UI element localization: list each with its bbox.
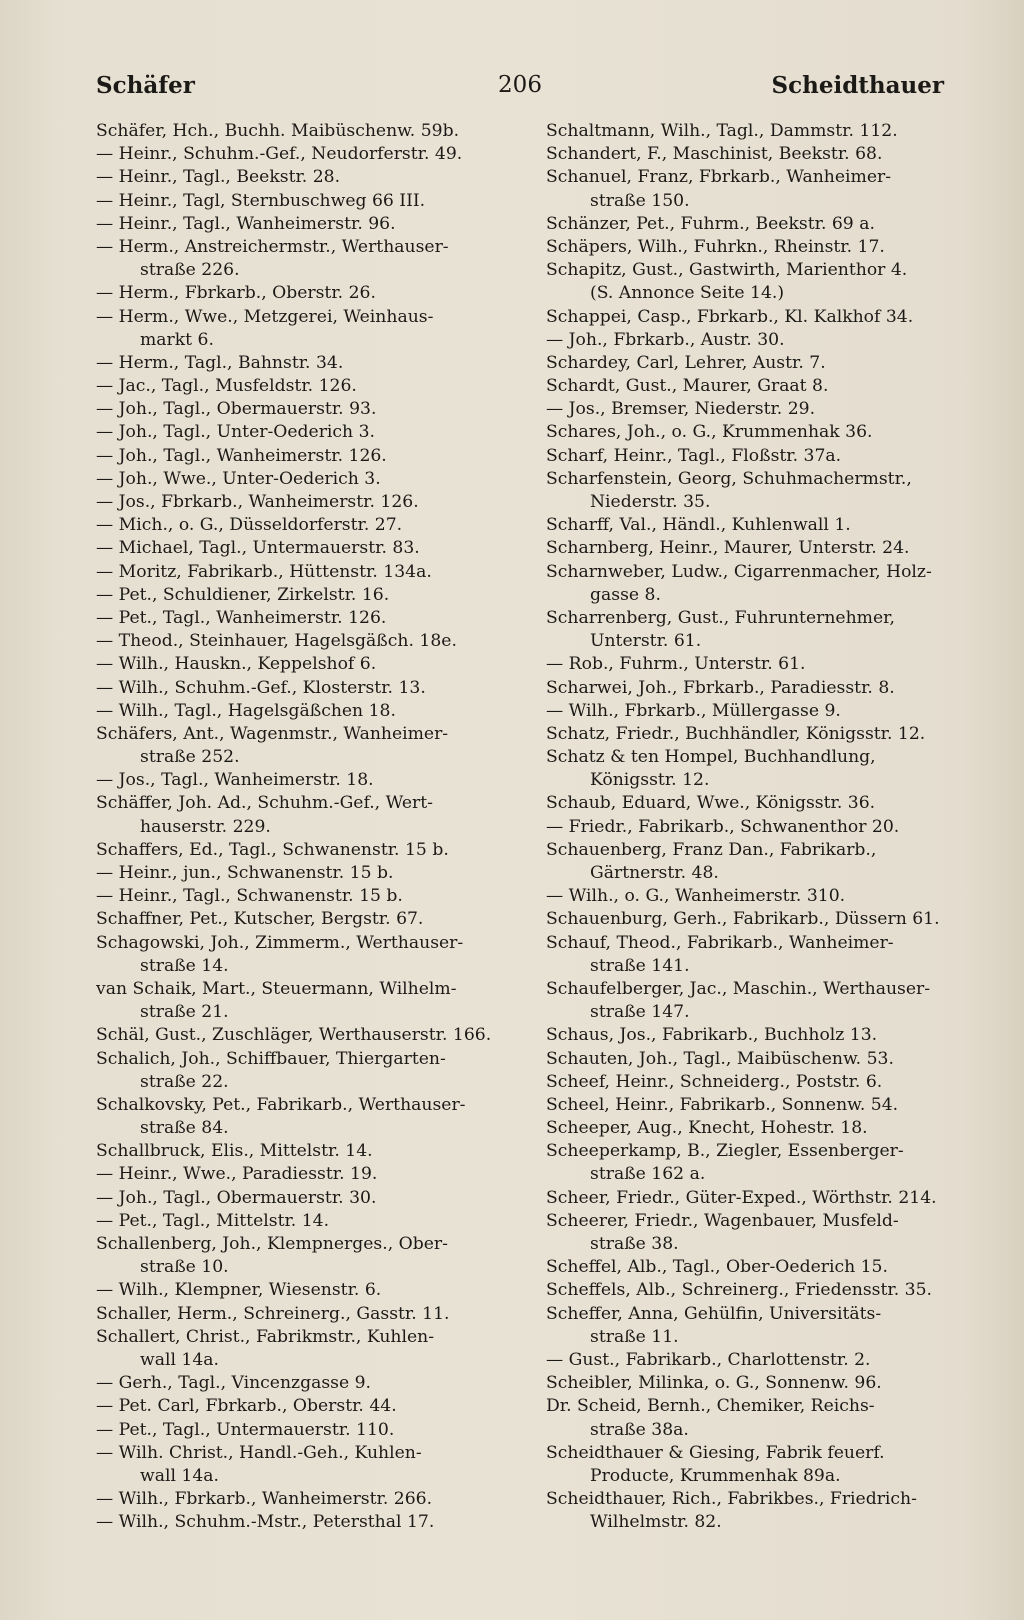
directory-entry-line: hauserstr. 229. — [140, 816, 271, 837]
directory-entry-line: Schauenburg, Gerh., Fabrikarb., Düssern 61. — [546, 909, 940, 930]
directory-entry-line: Schandert, F., Maschinist, Beekstr. 68. — [546, 144, 883, 165]
directory-entry-line: — Heinr., jun., Schwanenstr. 15 b. — [96, 863, 394, 883]
directory-entry-line: — Herm., Wwe., Metzgerei, Weinhaus- — [96, 306, 434, 327]
directory-entry-line: Scheffels, Alb., Schreinerg., Friedensstr. 35. — [546, 1280, 932, 1301]
directory-entry-line: Scheer, Friedr., Güter-Exped., Wörthstr. 214. — [546, 1187, 937, 1208]
directory-entry-line: Gärtnerstr. 48. — [590, 863, 719, 883]
directory-entry-line: — Joh., Tagl., Obermauerstr. 30. — [96, 1187, 377, 1208]
directory-entry-line: — Jos., Fbrkarb., Wanheimerstr. 126. — [96, 492, 419, 512]
directory-entry-line: — Rob., Fuhrm., Unterstr. 61. — [546, 654, 806, 675]
directory-entry-line: — Wilh., Schuhm.-Mstr., Petersthal 17. — [96, 1512, 435, 1533]
directory-entry-line: straße 22. — [140, 1071, 229, 1092]
directory-entry-line: Schatz & ten Hompel, Buchhandlung, — [546, 747, 876, 768]
directory-entry-line: — Herm., Anstreichermstr., Werthauser- — [96, 236, 449, 257]
directory-entry-line: Schaub, Eduard, Wwe., Königsstr. 36. — [546, 793, 876, 814]
directory-entry-line: Schänzer, Pet., Fuhrm., Beekstr. 69 a. — [546, 213, 875, 234]
directory-entry-line: Scharfenstein, Georg, Schuhmachermstr., — [546, 468, 912, 489]
directory-entry-line: Schatz, Friedr., Buchhändler, Königsstr. 12. — [546, 723, 926, 744]
directory-entry-line: Scheffel, Alb., Tagl., Ober-Oederich 15. — [546, 1257, 888, 1278]
directory-entry-line: Scheffer, Anna, Gehülfin, Universitäts- — [546, 1303, 882, 1324]
directory-entry-line: — Pet., Tagl., Untermauerstr. 110. — [96, 1419, 395, 1440]
directory-entry-line: — Joh., Tagl., Unter-Oederich 3. — [96, 422, 375, 443]
directory-entry-line: straße 10. — [140, 1257, 229, 1278]
directory-entry-line: — Jac., Tagl., Musfeldstr. 126. — [96, 376, 357, 397]
directory-entry-line: — Wilh., Klempner, Wiesenstr. 6. — [96, 1280, 382, 1301]
directory-entry-line: — Heinr., Schuhm.-Gef., Neudorferstr. 49. — [96, 144, 463, 165]
directory-entry-line: Schaffner, Pet., Kutscher, Bergstr. 67. — [96, 909, 424, 930]
directory-entry-line: Schalkovsky, Pet., Fabrikarb., Werthauser- — [96, 1094, 466, 1115]
directory-entry-line: Scharff, Val., Händl., Kuhlenwall 1. — [546, 515, 851, 536]
directory-entry-line: Wilhelmstr. 82. — [590, 1512, 722, 1533]
directory-entry-line: — Wilh., Tagl., Hagelsgäßchen 18. — [96, 700, 396, 721]
directory-entry-line: — Heinr., Tagl., Wanheimerstr. 96. — [96, 213, 396, 234]
directory-entry-line: Schardey, Carl, Lehrer, Austr. 7. — [546, 352, 826, 373]
directory-entry-line: — Joh., Wwe., Unter-Oederich 3. — [96, 468, 381, 489]
directory-entry-line: Schares, Joh., o. G., Krummenhak 36. — [546, 422, 873, 443]
page-number: 206 — [498, 72, 542, 98]
directory-entry-line: Scheidthauer, Rich., Fabrikbes., Friedrich- — [546, 1489, 917, 1510]
directory-entry-line: — Theod., Steinhauer, Hagelsgäßch. 18e. — [96, 631, 457, 652]
directory-entry-line: Scharnberg, Heinr., Maurer, Unterstr. 24. — [546, 538, 910, 559]
directory-entry-line: Schäfers, Ant., Wagenmstr., Wanheimer- — [96, 723, 449, 744]
directory-entry-line: — Moritz, Fabrikarb., Hüttenstr. 134a. — [96, 561, 432, 582]
directory-entry-line: Schappei, Casp., Fbrkarb., Kl. Kalkhof 34. — [546, 306, 914, 327]
directory-entry-line: Schallbruck, Elis., Mittelstr. 14. — [96, 1141, 373, 1162]
directory-entry-line: Schallenberg, Joh., Klempnerges., Ober- — [96, 1234, 448, 1254]
directory-entry-line: wall 14a. — [140, 1465, 219, 1486]
directory-entry-line: — Pet. Carl, Fbrkarb., Oberstr. 44. — [96, 1396, 397, 1417]
directory-entry-line: Schauenberg, Franz Dan., Fabrikarb., — [546, 839, 877, 860]
directory-entry-line: straße 38. — [590, 1234, 679, 1254]
directory-entry-line: straße 147. — [590, 1002, 690, 1023]
directory-entry-line: straße 141. — [590, 955, 690, 976]
directory-entry-line: Scheerer, Friedr., Wagenbauer, Musfeld- — [546, 1210, 899, 1231]
directory-entry-line: — Pet., Schuldiener, Zirkelstr. 16. — [96, 584, 390, 605]
directory-entry-line: straße 38a. — [590, 1419, 689, 1440]
directory-entry-line: — Wilh., Fbrkarb., Müllergasse 9. — [546, 700, 841, 721]
directory-entry-line: Scharf, Heinr., Tagl., Floßstr. 37a. — [546, 445, 842, 466]
directory-entry-line: — Joh., Tagl., Obermauerstr. 93. — [96, 399, 377, 420]
directory-entry-line: — Gust., Fabrikarb., Charlottenstr. 2. — [546, 1349, 871, 1370]
directory-entry-line: markt 6. — [140, 329, 214, 350]
directory-entry-line: Scheidthauer & Giesing, Fabrik feuerf. — [546, 1442, 885, 1463]
directory-entry-line: Schäl, Gust., Zuschläger, Werthauserstr. 166. — [96, 1025, 492, 1046]
directory-entry-line: Schauten, Joh., Tagl., Maibüschenw. 53. — [546, 1048, 894, 1069]
directory-entry-line: Schagowski, Joh., Zimmerm., Werthauser- — [96, 932, 464, 953]
directory-entry-line: Schallert, Christ., Fabrikmstr., Kuhlen- — [96, 1326, 435, 1347]
header-right-word: Scheidthauer — [771, 72, 944, 99]
directory-entry-line: Scheel, Heinr., Fabrikarb., Sonnenw. 54. — [546, 1094, 899, 1115]
directory-entry-line: — Pet., Tagl., Mittelstr. 14. — [96, 1210, 330, 1231]
directory-entry-line: Schapitz, Gust., Gastwirth, Marienthor 4. — [546, 260, 908, 281]
directory-entry-line: Schaltmann, Wilh., Tagl., Dammstr. 112. — [546, 121, 898, 141]
directory-entry-line: — Herm., Fbrkarb., Oberstr. 26. — [96, 283, 376, 304]
directory-entry-line: van Schaik, Mart., Steuermann, Wilhelm- — [96, 978, 457, 999]
directory-entry-line: — Wilh. Christ., Handl.-Geh., Kuhlen- — [96, 1442, 422, 1463]
directory-entry-line: Schaufelberger, Jac., Maschin., Werthauser- — [546, 978, 931, 999]
directory-entry-line: straße 14. — [140, 955, 229, 976]
directory-entry-line: Scharnweber, Ludw., Cigarrenmacher, Holz- — [546, 561, 932, 582]
directory-entry-line: Schauf, Theod., Fabrikarb., Wanheimer- — [546, 932, 894, 953]
directory-entry-line: Scharwei, Joh., Fbrkarb., Paradiesstr. 8. — [546, 677, 895, 698]
directory-entry-line: — Mich., o. G., Düsseldorferstr. 27. — [96, 515, 403, 536]
directory-entry-line: Scheibler, Milinka, o. G., Sonnenw. 96. — [546, 1373, 882, 1394]
right-column — [546, 120, 976, 1534]
directory-entry-line: Schaffers, Ed., Tagl., Schwanenstr. 15 b. — [96, 839, 449, 860]
directory-entry-line: — Herm., Tagl., Bahnstr. 34. — [96, 352, 344, 373]
directory-entry-line: — Joh., Tagl., Wanheimerstr. 126. — [96, 445, 387, 466]
directory-entry-line: straße 21. — [140, 1002, 229, 1023]
directory-entry-line: — Pet., Tagl., Wanheimerstr. 126. — [96, 607, 387, 628]
directory-entry-line: straße 162 a. — [590, 1164, 706, 1185]
directory-entry-line: Scheeper, Aug., Knecht, Hohestr. 18. — [546, 1118, 868, 1139]
directory-entry-line: — Heinr., Tagl., Beekstr. 28. — [96, 167, 341, 188]
page-header — [96, 72, 944, 108]
directory-entry-line: Schäpers, Wilh., Fuhrkn., Rheinstr. 17. — [546, 236, 885, 257]
directory-entry-line: Scheeperkamp, B., Ziegler, Essenberger- — [546, 1141, 904, 1162]
directory-entry-line: — Heinr., Wwe., Paradiesstr. 19. — [96, 1164, 378, 1185]
directory-entry-line: Dr. Scheid, Bernh., Chemiker, Reichs- — [546, 1396, 875, 1417]
directory-entry-line: gasse 8. — [590, 584, 661, 605]
directory-entry-line: Schalich, Joh., Schiffbauer, Thiergarten- — [96, 1048, 446, 1069]
directory-entry-line: straße 11. — [590, 1326, 679, 1347]
directory-entry-line: Schaus, Jos., Fabrikarb., Buchholz 13. — [546, 1025, 878, 1046]
directory-entry-line: Producte, Krummenhak 89a. — [590, 1465, 841, 1486]
directory-entry-line: — Michael, Tagl., Untermauerstr. 83. — [96, 538, 420, 559]
directory-entry-line: — Jos., Tagl., Wanheimerstr. 18. — [96, 770, 374, 791]
directory-entry-line: Königsstr. 12. — [590, 770, 710, 791]
directory-entry-line: straße 150. — [590, 190, 690, 211]
directory-entry-line: — Heinr., Tagl, Sternbuschweg 66 III. — [96, 190, 426, 211]
directory-entry-line: Unterstr. 61. — [590, 631, 702, 652]
directory-entry-line: straße 84. — [140, 1118, 229, 1139]
directory-entry-line: straße 252. — [140, 747, 240, 768]
directory-entry-line: — Heinr., Tagl., Schwanenstr. 15 b. — [96, 886, 403, 907]
directory-entry-line: — Gerh., Tagl., Vincenzgasse 9. — [96, 1373, 372, 1394]
directory-entry-line: — Wilh., Schuhm.-Gef., Klosterstr. 13. — [96, 677, 426, 698]
directory-entry-line: — Wilh., Hauskn., Keppelshof 6. — [96, 654, 377, 675]
directory-entry-line: (S. Annonce Seite 14.) — [590, 283, 785, 304]
directory-entry-line: — Wilh., o. G., Wanheimerstr. 310. — [546, 886, 846, 907]
directory-entry-line: Schardt, Gust., Maurer, Graat 8. — [546, 376, 829, 397]
left-column — [96, 120, 526, 1534]
directory-entry-line: Schanuel, Franz, Fbrkarb., Wanheimer- — [546, 167, 892, 188]
directory-entry-line: Schaller, Herm., Schreinerg., Gasstr. 11. — [96, 1303, 450, 1324]
directory-entry-line: — Wilh., Fbrkarb., Wanheimerstr. 266. — [96, 1489, 433, 1510]
header-left-word: Schäfer — [96, 72, 195, 99]
directory-entry-line: — Friedr., Fabrikarb., Schwanenthor 20. — [546, 816, 900, 837]
directory-entry-line: Schäffer, Joh. Ad., Schuhm.-Gef., Wert- — [96, 793, 433, 814]
directory-entry-line: — Jos., Bremser, Niederstr. 29. — [546, 399, 816, 420]
directory-entry-line: Scharrenberg, Gust., Fuhrunternehmer, — [546, 607, 895, 628]
directory-entry-line: Schäfer, Hch., Buchh. Maibüschenw. 59b. — [96, 121, 460, 141]
directory-entry-line: — Joh., Fbrkarb., Austr. 30. — [546, 329, 785, 350]
directory-entry-line: Scheef, Heinr., Schneiderg., Poststr. 6. — [546, 1071, 883, 1092]
directory-entry-line: straße 226. — [140, 260, 240, 281]
directory-entry-line: Niederstr. 35. — [590, 492, 711, 512]
directory-entry-line: wall 14a. — [140, 1349, 219, 1370]
